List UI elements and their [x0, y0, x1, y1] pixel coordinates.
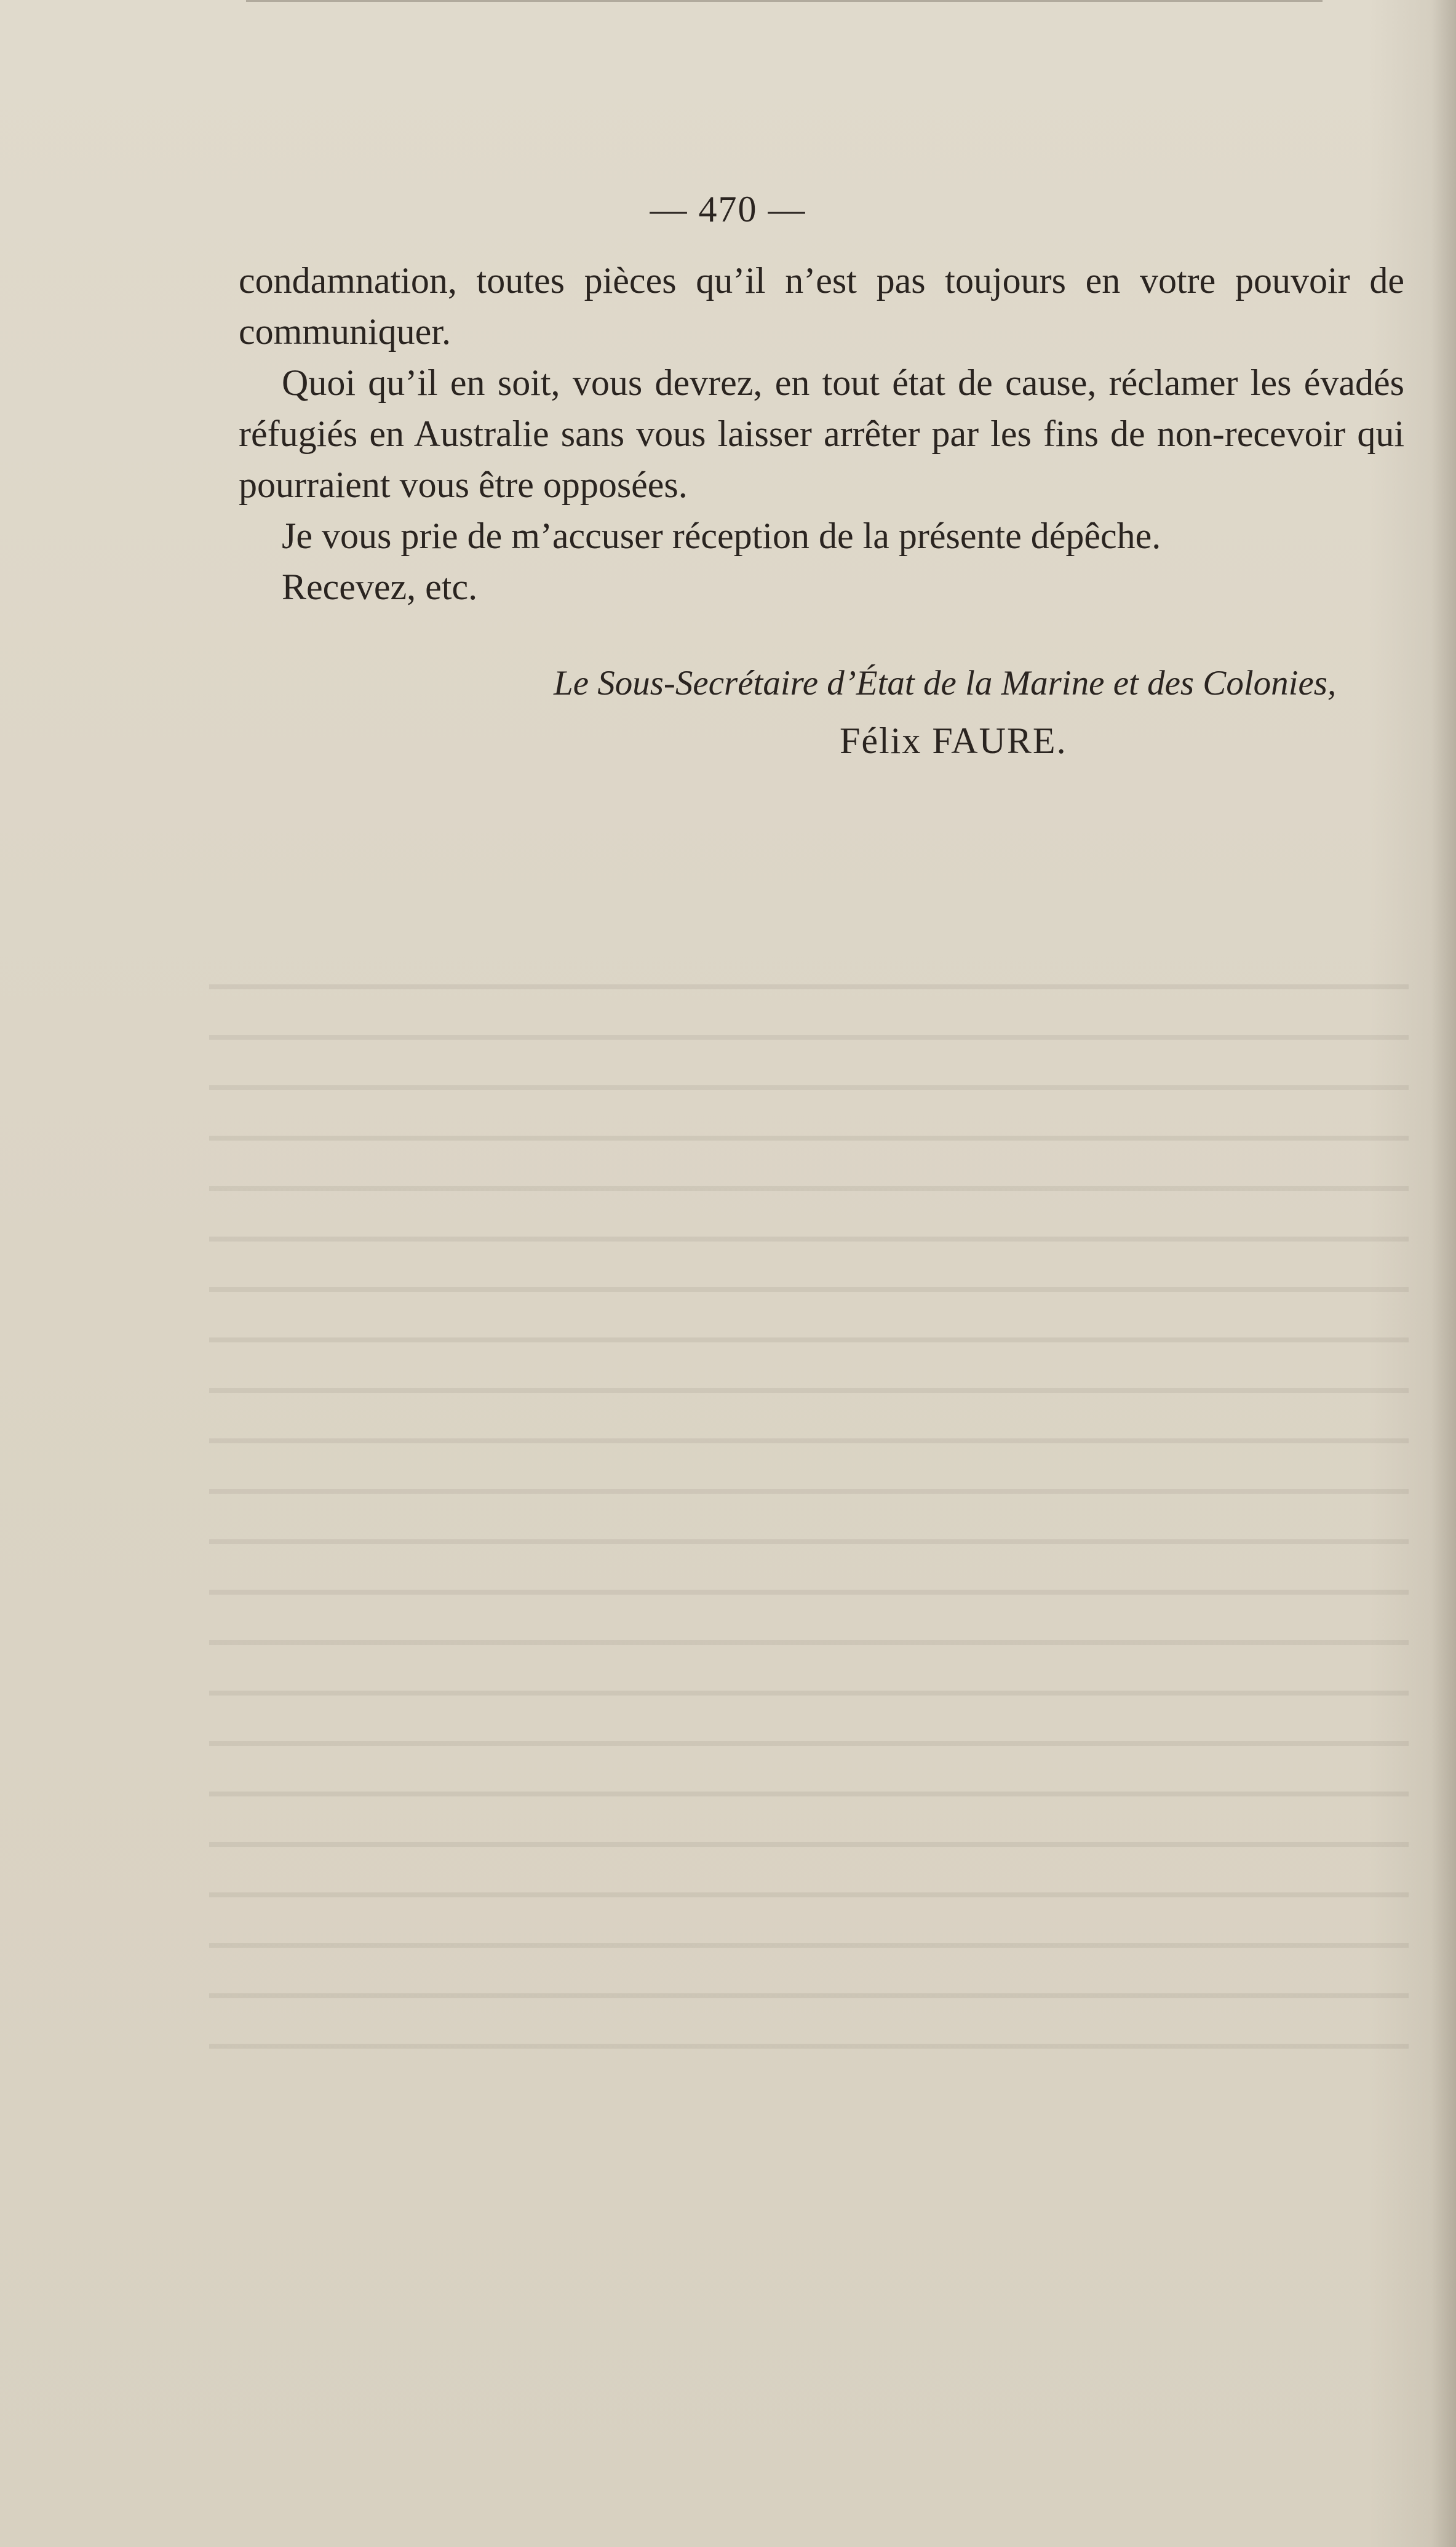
signature-name-text: Félix FAURE. [840, 720, 1067, 761]
signature-name [840, 720, 1067, 762]
body-text [239, 255, 1404, 613]
page-edge-shadow [1431, 0, 1456, 2547]
page-number: — 470 — [650, 189, 806, 229]
paragraph-acknowledge: Je vous prie de m’accuser réception de la présente dépêche. [282, 516, 1161, 556]
show-through-text [209, 954, 1409, 2092]
top-rule [246, 0, 1323, 2]
paragraph-claim-escapees: Quoi qu’il en soit, vous devrez, en tout état de cause, réclamer les évadés réfugiés en Australie sans vous laisser arrêter par les fins de non-recevoir qui pourraient vous être opposées. [239, 362, 1404, 505]
paragraph-closing: Recevez, etc. [282, 567, 478, 607]
paragraph-continuation: condamnation, toutes pièces qu’il n’est pas toujours en votre pouvoir de communiquer. [239, 260, 1404, 352]
signature-title: Le Sous-Secrétaire d’État de la Marine et des Colonies, [554, 664, 1337, 703]
